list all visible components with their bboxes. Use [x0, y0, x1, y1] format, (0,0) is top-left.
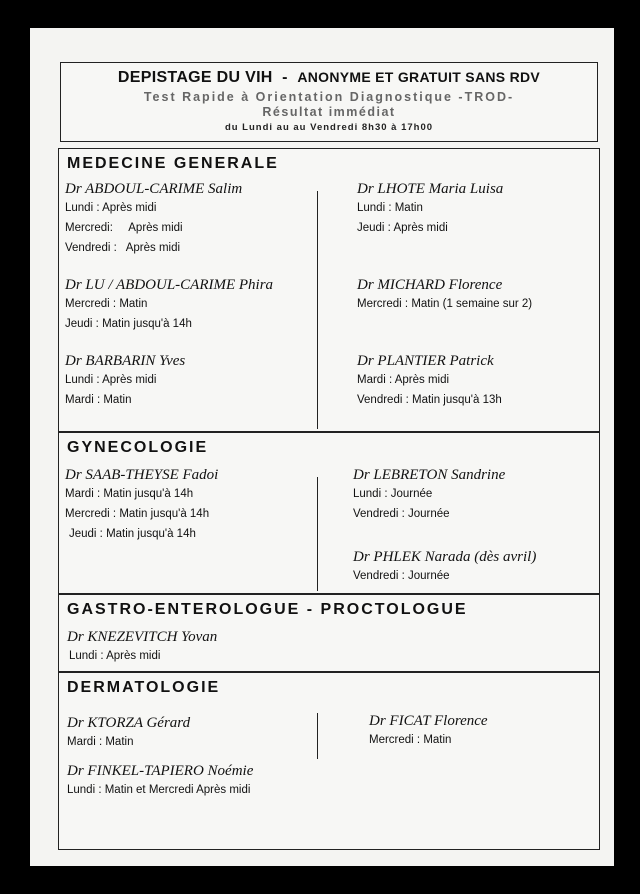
schedule-line: Lundi : Après midi	[65, 202, 157, 214]
schedule-line: Vendredi : Journée	[353, 508, 450, 520]
doctor-name: Dr PLANTIER Patrick	[357, 353, 494, 369]
schedule-line: Jeudi : Matin jusqu'à 14h	[69, 528, 196, 540]
doctor-name: Dr LU / ABDOUL-CARIME Phira	[65, 277, 274, 293]
section-title: MEDECINE GENERALE	[67, 155, 279, 172]
header-trod-line: Test Rapide à Orientation Diagnostique -TROD-	[143, 90, 515, 104]
schedule-line: Lundi : Matin	[357, 202, 423, 214]
document-page	[30, 28, 614, 866]
schedule-line: Mercredi : Matin jusqu'à 14h	[65, 508, 210, 520]
doctor-entry	[357, 277, 532, 318]
doctor-name: Dr KNEZEVITCH Yovan	[67, 629, 218, 645]
doctor-name: Dr ABDOUL-CARIME Salim	[65, 181, 243, 197]
section-title: GYNECOLOGIE	[67, 439, 209, 456]
doctor-entry	[353, 549, 536, 590]
doctor-entry	[357, 353, 502, 414]
schedule-line: Vendredi : Matin jusqu'à 13h	[357, 394, 502, 406]
schedule-line: Jeudi : Après midi	[357, 222, 448, 234]
column-divider	[317, 191, 318, 429]
header-title: DEPISTAGE DU VIH	[117, 69, 273, 86]
hiv-screening-header	[60, 62, 598, 142]
header-subtitle: ANONYME ET GRATUIT SANS RDV	[297, 69, 541, 85]
section-dermatologie	[58, 672, 600, 850]
column-divider	[317, 713, 318, 759]
section-medecine-generale	[58, 148, 600, 432]
section-title: GASTRO-ENTEROLOGUE - PROCTOLOGUE	[67, 601, 468, 618]
doctor-entry	[65, 277, 273, 338]
doctor-name: Dr PHLEK Narada (dès avril)	[353, 549, 537, 565]
section-gynecologie	[58, 432, 600, 594]
doctor-entry	[65, 467, 218, 548]
doctor-entry	[67, 715, 190, 756]
schedule-line: Lundi : Journée	[353, 488, 433, 500]
schedule-line: Lundi : Après midi	[69, 650, 161, 662]
header-result-line: Résultat immédiat	[262, 105, 396, 119]
schedule-line: Mercredi : Matin	[369, 734, 452, 746]
header-title-line	[61, 69, 597, 87]
header-hours-line: du Lundi au au Vendredi 8h30 à 17h00	[224, 122, 434, 133]
doctor-entry	[369, 713, 488, 754]
doctor-entry	[67, 763, 253, 804]
schedule-line: Vendredi : Après midi	[65, 242, 181, 254]
doctor-name: Dr FICAT Florence	[369, 713, 488, 729]
schedule-line: Mardi : Matin	[65, 394, 132, 406]
doctor-entry	[65, 353, 185, 414]
schedule-line: Mercredi: Après midi	[65, 222, 183, 234]
schedule-line: Mercredi : Matin	[65, 298, 148, 310]
doctor-entry	[357, 181, 503, 242]
schedule-line: Mardi : Matin jusqu'à 14h	[65, 488, 194, 500]
schedule-line: Lundi : Après midi	[65, 374, 157, 386]
doctor-name: Dr LEBRETON Sandrine	[353, 467, 506, 483]
doctor-name: Dr SAAB-THEYSE Fadoi	[65, 467, 219, 483]
doctor-name: Dr LHOTE Maria Luisa	[357, 181, 504, 197]
column-divider	[317, 477, 318, 591]
header-dash: -	[282, 69, 288, 86]
doctor-name: Dr BARBARIN Yves	[65, 353, 186, 369]
doctor-name: Dr MICHARD Florence	[357, 277, 503, 293]
doctor-name: Dr FINKEL-TAPIERO Noémie	[67, 763, 254, 779]
doctor-name: Dr KTORZA Gérard	[67, 715, 191, 731]
schedule-line: Lundi : Matin et Mercredi Après midi	[67, 784, 251, 796]
section-title: DERMATOLOGIE	[67, 679, 221, 696]
section-gastro-enterologie	[58, 594, 600, 672]
doctor-entry	[65, 181, 242, 262]
doctor-entry	[67, 629, 217, 670]
schedule-line: Mardi : Après midi	[357, 374, 450, 386]
doctor-entry	[353, 467, 505, 528]
schedule-line: Jeudi : Matin jusqu'à 14h	[65, 318, 192, 330]
schedule-line: Mardi : Matin	[67, 736, 134, 748]
schedule-line: Mercredi : Matin (1 semaine sur 2)	[357, 298, 533, 310]
schedule-line: Vendredi : Journée	[353, 570, 450, 582]
